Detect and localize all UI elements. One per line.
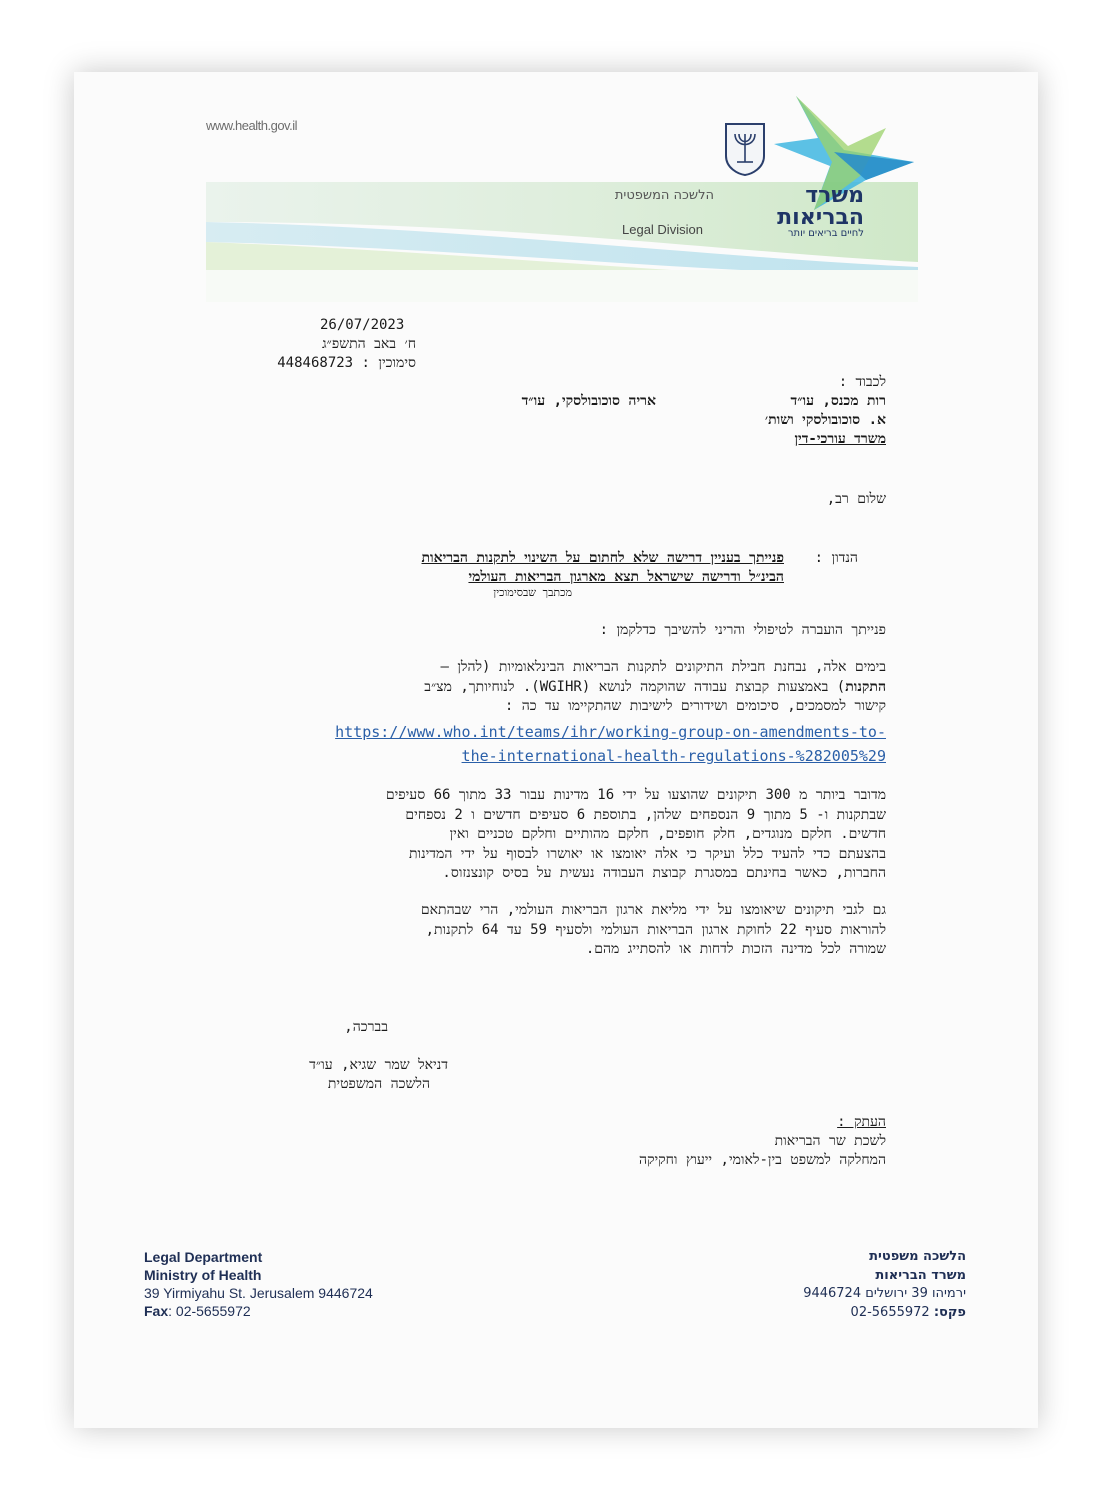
footer-address-en: 39 Yirmiyahu St. Jerusalem 9446724 [144,1285,373,1301]
paragraph-2 [222,786,886,884]
paragraph-2-line-3: חדשים. חלקם מנוגדים, חלק חופפים, חלקם מהותיים וחלקם טכניים ואין [449,826,886,842]
subject-line-2: הבינ״ל ודרישה שישראל תצא מארגון הבריאות העולמי [468,569,784,585]
footer-dept-en: Legal Department [144,1249,263,1265]
paragraph-3 [222,901,886,960]
ministry-tagline: לחיים בריאים יותר [787,228,864,239]
paragraph-3-line-3: שמורה לכל מדינה הזכות לדחות או להסתייג מהם. [585,941,886,957]
footer-ministry-he: משרד הבריאות [875,1267,966,1283]
division-english: Legal Division [622,222,703,237]
who-link[interactable] [222,720,886,768]
recipient-name-1: רות מכנס, עו״ד [790,393,886,409]
term-regulations: התקנות [845,678,886,695]
footer-fax-number-he: 02-5655972 [850,1304,930,1320]
paragraph-1-line-2-rest: ) באמצעות קבוצת עבודה שהוקמה לנושא (WGIHR). לנוחיותך, מצ״ב [424,678,846,695]
footer-fax-label-he: פקס: [933,1304,966,1320]
who-link-line-2[interactable]: the-international-health-regulations-%282005%29 [461,747,886,765]
footer-ministry-en: Ministry of Health [144,1267,262,1283]
ministry-name-line2: הבריאות [777,205,864,230]
subject-note: מכתבך שבסימוכין [493,586,572,599]
closing-regards: בברכה, [344,1019,388,1035]
greeting: שלום רב, [826,491,886,507]
footer-english [144,1248,373,1320]
recipient-name-2: אריה סוכובולסקי, עו״ד [521,393,656,409]
cc-line-1: לשכת שר הבריאות [774,1133,886,1149]
recipient-office: משרד עורכי-דין [794,431,886,447]
cc-label: העתק : [837,1114,886,1130]
cc-line-2: המחלקה למשפט בין-לאומי, ייעוץ וחקיקה [638,1152,886,1168]
subject-label: הנדון : [814,550,858,566]
recipient-firm: א. סוכובולסקי ושות׳ [764,412,886,428]
paragraph-2-line-2: שבתקנות ו- 5 מתוך 9 הנספחים שלהן, בתוספת 6 סעיפים חדשים ו 2 נספחים [405,806,886,823]
paragraph-3-line-2: להוראות סעיף 22 לחוקת ארגון הבריאות העולמי ולסעיף 59 עד 64 לתקנות, [425,921,886,938]
signer-unit: הלשכה המשפטית [327,1076,430,1092]
paragraph-1 [222,658,886,717]
website-url[interactable]: www.health.gov.il [206,118,297,133]
footer-fax-en [144,1302,373,1320]
paragraph-1-line-2 [222,678,886,698]
paragraph-3-line-1: גם לגבי תיקונים שיאומצו על ידי מליאת ארגון הבריאות העולמי, הרי שבהתאם [420,902,886,918]
hebrew-date: ח׳ באב התשפ״ג [321,336,416,352]
footer-fax-number-en: : 02-5655972 [168,1303,251,1319]
footer-fax-label-en: Fax [144,1303,169,1319]
paragraph-1-line-3: קישור למסמכים, סיכומים ושידורים לישיבות שהתקיימו עד כה : [504,698,886,714]
footer-fax-he [714,1304,966,1323]
ministry-name-line1: משרד [805,183,864,208]
state-emblem-icon [722,122,768,176]
footer-address-he: ירמיהו 39 ירושלים 9446724 [803,1286,966,1301]
paragraph-2-line-4: בהצעתם כדי להעיד כלל ועיקר כי אלה יאומצו או יאושרו לבסוף על ידי המדינות [408,845,886,862]
letter-page [74,72,1038,1428]
paragraph-1-line-1: בימים אלה, נבחנת חבילת התיקונים לתקנות הבריאות הבינלאומיות (להלן – [440,659,886,675]
footer-dept-he: הלשכה משפטית [869,1249,966,1264]
division-hebrew: הלשכה המשפטית [614,188,714,203]
paragraph-2-line-1: מדובר ביותר מ 300 תיקונים שהוצעו על ידי 16 מדינות עבור 33 מתוך 66 סעיפים [385,787,886,803]
subject-line-1: פנייתך בעניין דרישה שלא לחתום על השינוי לתקנות הבריאות [421,550,784,566]
signer-name: דניאל שמר שגיא, עו״ד [309,1057,448,1073]
paragraph-2-line-5: החברות, כאשר בחינתם במסגרת קבוצת העבודה נעשית על בסיס קונצנזוס. [442,865,886,881]
letter-date: 26/07/2023 [320,317,405,333]
intro-line: פנייתך הועברה לטיפולי והריני להשיבך כדלקמן : [599,622,886,638]
reference-number: סימוכין : 448468723 [277,355,416,371]
footer-hebrew [714,1248,966,1322]
recipient-honorific: לכבוד : [838,374,886,390]
who-link-line-1[interactable]: https://www.who.int/teams/ihr/working-group-on-amendments-to- [335,723,886,741]
